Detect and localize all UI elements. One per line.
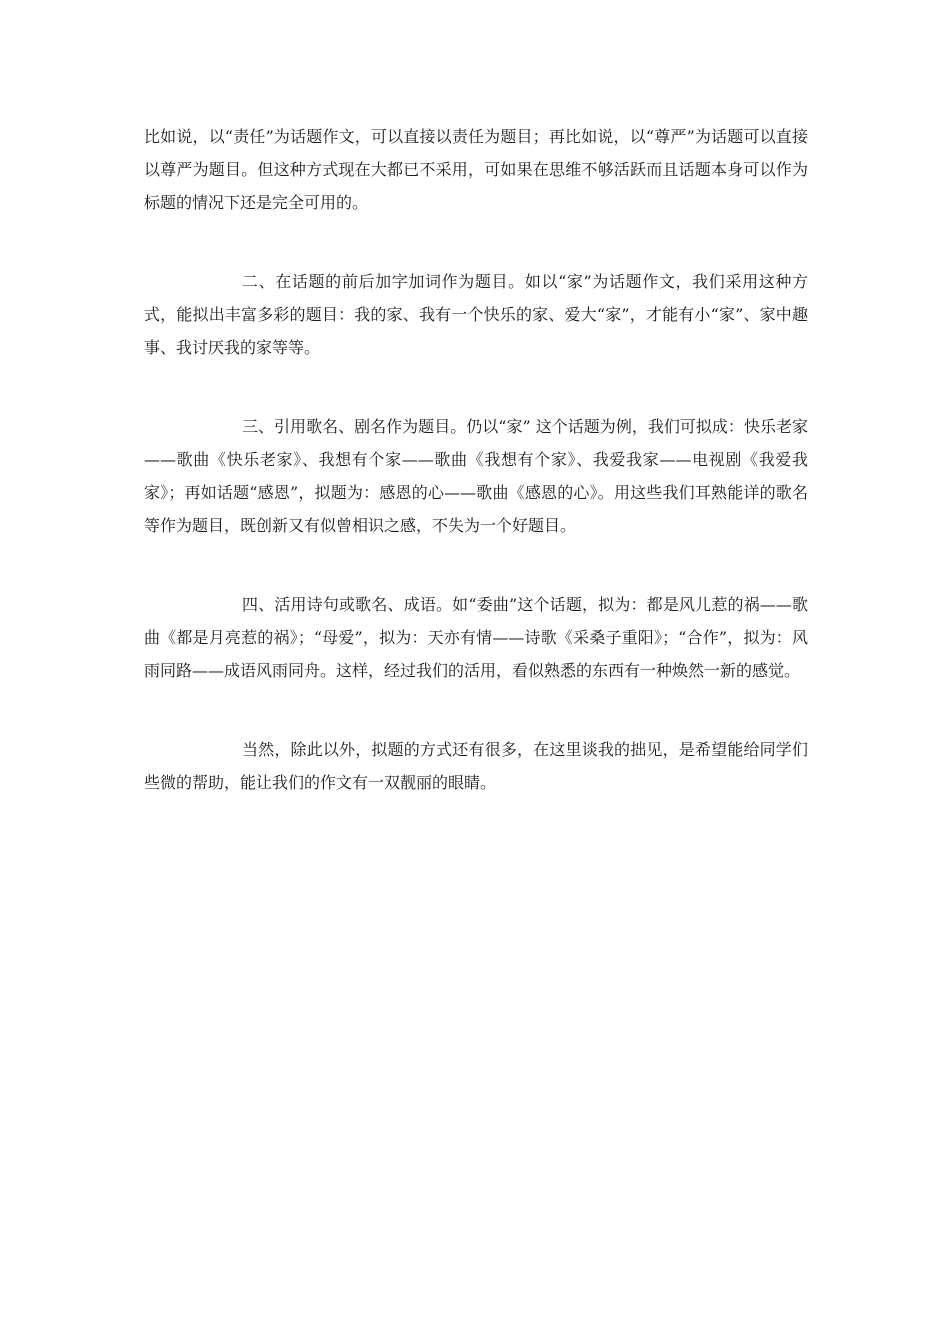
- paragraph-conclusion: 当然，除此以外，拟题的方式还有很多，在这里谈我的拙见，是希望能给同学们些微的帮助，能让我们的作文有一双靓丽的眼睛。: [144, 740, 808, 792]
- paragraph-method-four: 四、活用诗句或歌名、成语。如“委曲”这个话题，拟为：都是风儿惹的祸——歌曲《都是月亮惹的祸》；“母爱”，拟为：天亦有情——诗歌《采桑子重阳》；“合作”，拟为：风雨同路——成语风雨同舟。这样，经过我们的活用，看似熟悉的东西有一种焕然一新的感觉。: [144, 595, 808, 680]
- paragraph-method-two: 二、在话题的前后加字加词作为题目。如以“家”为话题作文，我们采用这种方式，能拟出丰富多彩的题目：我的家、我有一个快乐的家、爱大“家”，才能有小“家”、家中趣事、我讨厌我的家等等。: [144, 272, 808, 357]
- document-body: [144, 120, 808, 845]
- paragraph-intro: 比如说，以“责任”为话题作文，可以直接以责任为题目；再比如说，以“尊严”为话题可以直接以尊严为题目。但这种方式现在大都已不采用，可如果在思维不够活跃而且话题本身可以作为标题的情况下还是完全可用的。: [144, 127, 808, 212]
- paragraph-method-three: 三、引用歌名、剧名作为题目。仍以“家” 这个话题为例，我们可拟成：快乐老家——歌曲《快乐老家》、我想有个家——歌曲《我想有个家》、我爱我家——电视剧《我爱我家》；再如话题“感恩”，拟题为：感恩的心——歌曲《感恩的心》。用这些我们耳熟能详的歌名等作为题目，既创新又有似曾相识之感，不失为一个好题目。: [144, 417, 808, 535]
